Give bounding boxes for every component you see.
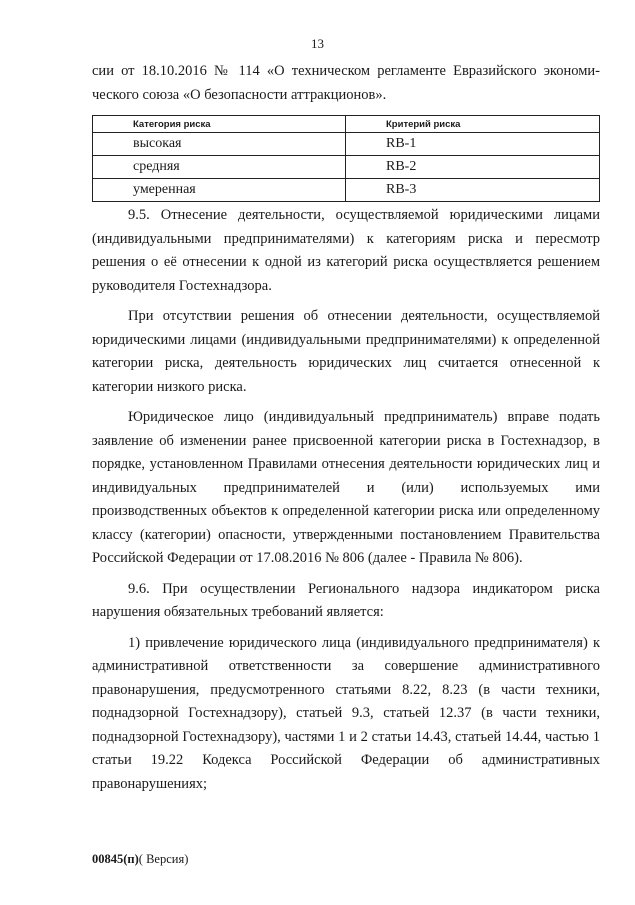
intro-line-1: сии от 18.10.2016 № 114 «О техническом регламенте Евразийского экономи-	[92, 63, 600, 79]
table-row	[93, 156, 600, 179]
column-header-risk-criterion: Критерий риска	[346, 116, 600, 133]
table-cell: умеренная	[93, 179, 346, 202]
page-number: 13	[311, 36, 324, 51]
table-cell: RB-3	[346, 179, 600, 202]
paragraph-9-5: 9.5. Отнесение деятельности, осуществляемой юридическими лицами (индивидуальными предпринимателями) к категориям риска и пересмотр решения о её отнесении к одной из категорий риска осуществляется решением руководителя Гостехнадзора.	[92, 207, 600, 294]
table-cell: средняя	[93, 156, 346, 179]
table-row	[93, 179, 600, 202]
table-header-row	[93, 116, 600, 133]
table-cell: RB-1	[346, 133, 600, 156]
paragraph-item-1: 1) привлечение юридического лица (индивидуального предпринимателя) к административной ответственности за совершение административного правонарушения, предусмотренного статьями 8.22, 8.23 (в части техники, поднадзорной Гостехнадзору), статьей 9.3, статьей 12.37 (в части техники, поднадзорной Гостехнадзору), частями 1 и 2 статьи 14.43, статьей 14.44, частью 1 статьи 19.22 Кодекса Российской Федерации об административных правонарушениях;	[92, 634, 600, 792]
risk-category-table	[92, 115, 600, 202]
table-cell: RB-2	[346, 156, 600, 179]
paragraph-change-request: Юридическое лицо (индивидуальный предприниматель) вправе подать заявление об изменении ранее присвоенной категории риска в Гостехнадзор, в порядке, установленном Правилами отнесения деятельности юридических лиц и индивидуальных предпринимателей и (или) используемых ими производственных объектов к определенной категории риска или определенному классу (категории) опасности, утвержденными постановлением Правительства Российской Федерации от 17.08.2016 № 806 (далее - Правила № 806).	[92, 409, 600, 566]
paragraph-9-6: 9.6. При осуществлении Регионального надзора индикатором риска нарушения обязательных требований является:	[92, 580, 600, 620]
document-body	[92, 60, 600, 796]
table-cell: высокая	[93, 133, 346, 156]
paragraph-no-decision: При отсутствии решения об отнесении деятельности, осуществляемой юридическими лицами (индивидуальными предпринимателями) к определенной категории риска, деятельность юридических лиц считается отнесенной к категории низкого риска.	[92, 308, 600, 395]
column-header-risk-category: Категория риска	[93, 116, 346, 133]
document-version: ( Версия)	[138, 852, 189, 866]
table-row	[93, 133, 600, 156]
intro-line-2: ческого союза «О безопасности аттракционов».	[92, 86, 387, 103]
footer	[92, 852, 188, 867]
document-code: 00845(п)	[92, 852, 139, 866]
